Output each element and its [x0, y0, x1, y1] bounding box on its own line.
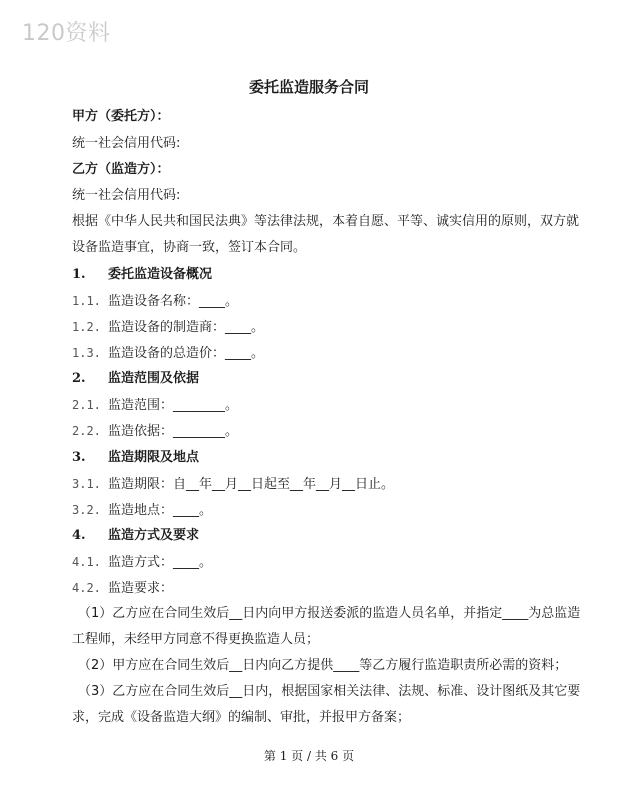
section-title: 监造范围及依据: [108, 371, 200, 386]
clause-number: 1.2.: [72, 320, 101, 334]
clause-1-2: [72, 318, 264, 337]
clause-number: 2.1.: [72, 398, 101, 412]
clause-text: 监造范围：________。: [108, 398, 239, 413]
requirement-3-line-2: 求，完成《设备监造大纲》的编制、审批，并报甲方备案；: [72, 710, 411, 725]
clause-1-3: [72, 344, 264, 363]
section-4-heading: [72, 527, 199, 545]
clause-text: 监造方式：____。: [108, 555, 213, 570]
party-a-credit-code: 统一社会信用代码:: [72, 136, 181, 151]
section-number: 3.: [72, 450, 86, 465]
requirement-1-line-2: 工程师，未经甲方同意不得更换监造人员；: [72, 632, 320, 647]
clause-3-2: [72, 501, 212, 520]
requirement-1-line-1: （1）乙方应在合同生效后__日内向甲方报送委派的监造人员名单，并指定____为总监造: [78, 606, 581, 621]
clause-number: 3.2.: [72, 503, 101, 517]
clause-4-1: [72, 553, 212, 572]
clause-2-2: [72, 422, 238, 441]
party-a-label: 甲方（委托方）：: [72, 109, 170, 124]
preamble-line-2: 设备监造事宜，协商一致，签订本合同。: [72, 240, 307, 255]
clause-number: 4.2.: [72, 581, 101, 595]
document-title: 委托监造服务合同: [248, 78, 369, 96]
section-number: 2.: [72, 371, 86, 386]
clause-text: 监造依据：________。: [108, 424, 239, 439]
clause-number: 1.3.: [72, 346, 101, 360]
clause-4-2: [72, 579, 173, 598]
party-b-credit-code: 统一社会信用代码:: [72, 188, 181, 203]
clause-text: 监造期限：自__年__月__日起至__年__月__日止。: [108, 477, 395, 492]
clause-2-1: [72, 396, 238, 415]
party-b-label: 乙方（监造方）：: [72, 162, 170, 177]
section-title: 监造期限及地点: [108, 450, 200, 465]
clause-number: 4.1.: [72, 555, 101, 569]
clause-text: 监造设备的制造商：____。: [108, 320, 265, 335]
section-number: 1.: [72, 267, 86, 282]
clause-text: 监造设备的总造价：____。: [108, 346, 265, 361]
watermark-logo: 120资料: [22, 21, 111, 46]
page-footer: 第 1 页 / 共 6 页: [263, 749, 355, 763]
requirement-2-line-1: （2）甲方应在合同生效后__日内向乙方提供____等乙方履行监造职责所必需的资料；: [78, 658, 568, 673]
clause-number: 2.2.: [72, 424, 101, 438]
section-1-heading: [72, 266, 212, 284]
clause-3-1: [72, 475, 394, 494]
section-title: 监造方式及要求: [108, 528, 200, 543]
clause-1-1: [72, 292, 238, 311]
section-3-heading: [72, 449, 199, 467]
section-number: 4.: [72, 528, 86, 543]
section-title: 委托监造设备概况: [108, 267, 213, 282]
requirement-3-line-1: （3）乙方应在合同生效后__日内，根据国家相关法律、法规、标准、设计图纸及其它要: [78, 684, 581, 699]
clause-number: 3.1.: [72, 477, 101, 491]
clause-number: 1.1.: [72, 294, 101, 308]
clause-text: 监造要求：: [108, 581, 174, 596]
section-2-heading: [72, 370, 199, 388]
preamble-line-1: 根据《中华人民共和国民法典》等法律法规，本着自愿、平等、诚实信用的原则，双方就: [72, 214, 580, 229]
clause-text: 监造地点：____。: [108, 503, 213, 518]
clause-text: 监造设备名称：____。: [108, 294, 239, 309]
